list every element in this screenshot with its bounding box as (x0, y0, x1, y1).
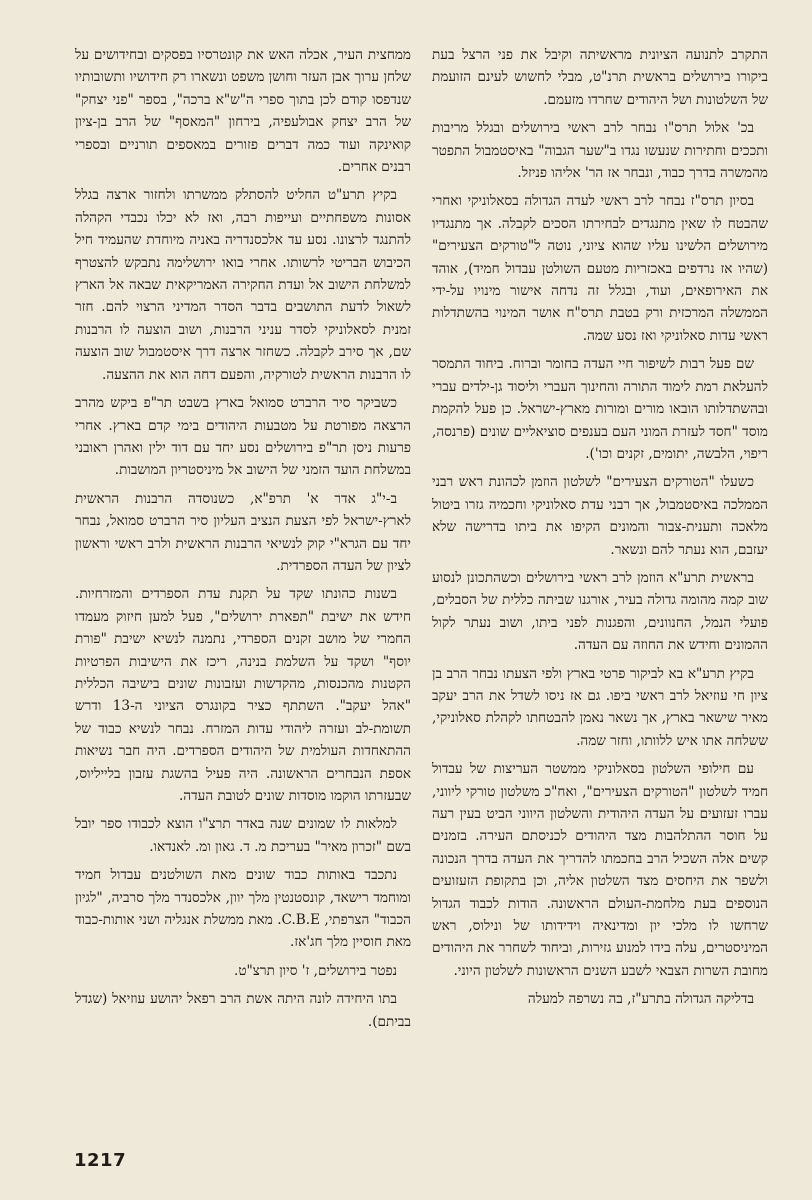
paragraph: בראשית תרע"א הוזמן לרב ראשי בירושלים וכשהתכונן לנסוע שוב קמה מהומה גדולה בעיר, אורגנו שביתה כללית של הסבלים, פועלי הנמל, החנוונים, והפגנות לפני ביתו, ושוב נעתר לקול ההמונים וחידש את החוזה עם העדה. (432, 569, 768, 654)
paragraph: בתו היחידה לונה היתה אשת הרב רפאל יהושע עוזיאל (שגדל בביתם). (75, 991, 411, 1030)
paragraph: שם פעל רבות לשיפור חיי העדה בחומר וברוח. ביחוד התמסר להעלאת רמת לימוד התורה והחינוך העברי וליסוד גן-ילדים עברי ובהשתדלותו הובאו מורים ומורות מארץ-ישראל. כן פעל להקמת מוסד "חסד לעזרת המוני העם בענפים סוציאליים שונים (פרנסה, ריפוי, הלבשה, יתומים, זקנים וכו'). (432, 356, 768, 462)
paragraph: נתכבד באותות כבוד שונים מאת השולטנים עבדול חמיד ומוחמד רישאד, קונסטנטין מלך יוון, אלכסנדר מלך סרביה, "לגיון הכבוד" הצרפתי, C.B.E. מאת ממשלת אנגליה ושני אותות-כבוד מאת חוסיין מלך חג'אז. (75, 867, 412, 951)
right-column (432, 44, 768, 1017)
paragraph: כשעלו "הטורקים הצעירים" לשלטון הוזמן לכהונת ראש רבני הממלכה באיסטמבול, אך רבני עדת סאלוניקי וחכמיה גזרו ביטול מלאכה ותענית-צבור והמונים הקיפו את ביתו בדרישה שלא יעזבם, הוא נעתר להם ונשאר. (432, 474, 768, 558)
paragraph: בכ' אלול תרס"ו נבחר לרב ראשי בירושלים ובגלל מריבות ותככים וחתירות שנעשו נגדו ב"שער הגבוה" באיסטמבול התפטר מהמשרה בדרך כבוד, ונבחר אז הר' אליהו פניזל. (432, 120, 768, 182)
paragraph: בדליקה הגדולה בתרע"ז, בה נשרפה למעלה (527, 991, 754, 1008)
paragraph: למלאות לו שמונים שנה באדר תרצ"ו הוצא לכבודו ספר יובל בשם "זכרון מאיר" בעריכת מ. ד. גאון ומ. לאנדאו. (75, 816, 411, 855)
paragraph: בשנות כהונתו שקד על תקנת עדת הספרדים והמזרחיות. חידש את ישיבת "תפארת ירושלים", פעל למען חיזוק מעמדו החמרי של מושב זקנים הספרדי, נתמנה לנשיא ישיבת "פורת יוסף" ושקד על השלמת בנינה, ריכז את הישיבות הפרטיות הקטנות מהכנסות, מהקדשות ועזבונות שונים בישיבה הכללית "אהל יעקב". השתתף כציר בקונגרס הציוני ה-13 ודרש תשומת-לב ועזרה ליהודי עדות המזרח. נבחר לנשיא כבוד של ההתאחדות העולמית של היהודים הספרדים. היה חבר נשיאות אספת הנבחרים הראשונה. היה פעיל בהשגת עזבון בלייליוס, שבעזרתו הוקמו מוסדות שונים לטובת העדה. (75, 586, 412, 804)
page-number: 1217 (74, 1150, 127, 1171)
paragraph: בקיץ תרע"ט החליט להסתלק ממשרתו ולחזור ארצה בגלל אסונות משפחתיים ועייפות רבה, ואז לא יכלו נכבדי הקהלה להתנגד לרצונו. נסע עד אלכסנדריה באניה מיוחדת שהעמיד חיל הכיבוש הבריטי לרשותו. אחרי בואו ירושלימה נתבקש להצטרף למשלחת הישוב אל ועדת החקירה האמריקאית שבאה אל הארץ לשאול לדעת התושבים בדבר הסדר המדיני הרצוי להם. חזר זמנית לסאלוניקי לסדר עניני הרבנות, ושוב הוצעה לו הרבנות שם, אך סירב לקבלה. כשחזר ארצה דרך איסטמבול שוב הוצעה לו הרבנות הראשית לטורקיה, והפעם דחה הוא את ההצעה. (75, 187, 411, 383)
paragraph: כשביקר סיר הרברט סמואל בארץ בשבט תר"פ ביקש מהרב הרצאה מפורטת על מטבעות היהודים בימי קדם בארץ. אחרי פרעות ניסן תר"פ בירושלים נסע יחד עם דוד ילין ואהרן ראובני במשלחת הועד הזמני של הישוב אל מיניסטריון המושבות. (75, 395, 411, 479)
paragraph: בסיון תרס"ז נבחר לרב ראשי לעדה הגדולה בסאלוניקי ואחרי שהבטח לו שאין מתנגדים לבחירתו הסכים לקבלה. אך מתנגדיו מירושלים הלשינו עליו שהוא ציוני, נוטה ל"טורקים הצעירים" (שהיו אז נרדפים באכזריות מטעם השולטן עבדול חמיד), אוהד את האירופאים, ועוד, ובגלל זה נדחה אישור מינויו על-ידי הממשלה המרכזית ורק בטבת תרס"ח אושר המינוי בהשתדלות ראשי עדות סאלוניקי ואז נסע שמה. (432, 193, 768, 344)
paragraph: התקרב לתנועה הציונית מראשיתה וקיבל את פני הרצל בעת ביקורו בירושלים בראשית תרנ"ט, מבלי לחשוש לעינם הזועמת של השלטונות ושל היהודים שחרדו מזעמם. (432, 47, 768, 108)
paragraph: עם חילופי השלטון בסאלוניקי ממשטר העריצות של עבדול חמיד לשלטון "הטורקים הצעירים", ואח"כ משלטון טורקי ליווני, עברו זעזועים על העדה היהודית והשלטון היווני הביט בעין רעה על חוסר ההתלהבות מצד היהודים לכניסתם העירה. בזמנים קשים אלה השכיל הרב בחכמתו להדריך את העדה בדרך הנכונה ולשפר את היחסים מצד השלטון אליה, וכן בתקופת הזעזועים הנוספים בעת מלחמת-העולם הראשונה. הודות לכבוד הגדול שרחשו לו מלכי יון ומדינאיה וידידותו של ונילוס, ראש המיניסטרים, עלה בידו למנוע גזירות, וביחוד לשחרר את היהודים מחובת השרות הצבאי לשבע השנים הראשונות לשלטון היוני. (432, 761, 768, 979)
paragraph: נפטר בירושלים, ז' סיון תרצ"ט. (234, 962, 397, 979)
left-column (75, 44, 411, 1039)
paragraph: ב-י"ג אדר א' תרפ"א, כשנוסדה הרבנות הראשית לארץ-ישראל לפי הצעת הנציב העליון סיר הרברט סמואל, נבחר יחד עם הגרא"י קוק לנשיאי הרבנות הראשית ולרב ראשי וראשון לציון של העדה הספרדית. (75, 490, 411, 574)
paragraph: ממחצית העיר, אכלה האש את קונטרסיו בפסקים ובחידושים על שלחן ערוך אבן העזר וחושן משפט ונשארו רק חידושיו ותשובותיו שנדפסו קודם לכן בתוך ספרי ה"ש"א ברכה", בספר "פני יצחק" של הרב יצחק אבולעפיה, בירחון "המאסף" של הרב בן-ציון קואינקה ועוד כמה דברים פזורים במאספים תורניים ובספרי רבנים אחרים. (75, 47, 411, 176)
paragraph: בקיץ תרע"א בא לביקור פרטי בארץ ולפי הצעתו נבחר הרב בן ציון חי עוזיאל לרב ראשי ביפו. גם אז ניסו לשדל את הרב יעקב מאיר שישאר בארץ, אך נשאר נאמן להבטחתו לקהלת סאלוניקי, ששלחה אתו איש ללוותו, וחזר שמה. (432, 665, 768, 749)
